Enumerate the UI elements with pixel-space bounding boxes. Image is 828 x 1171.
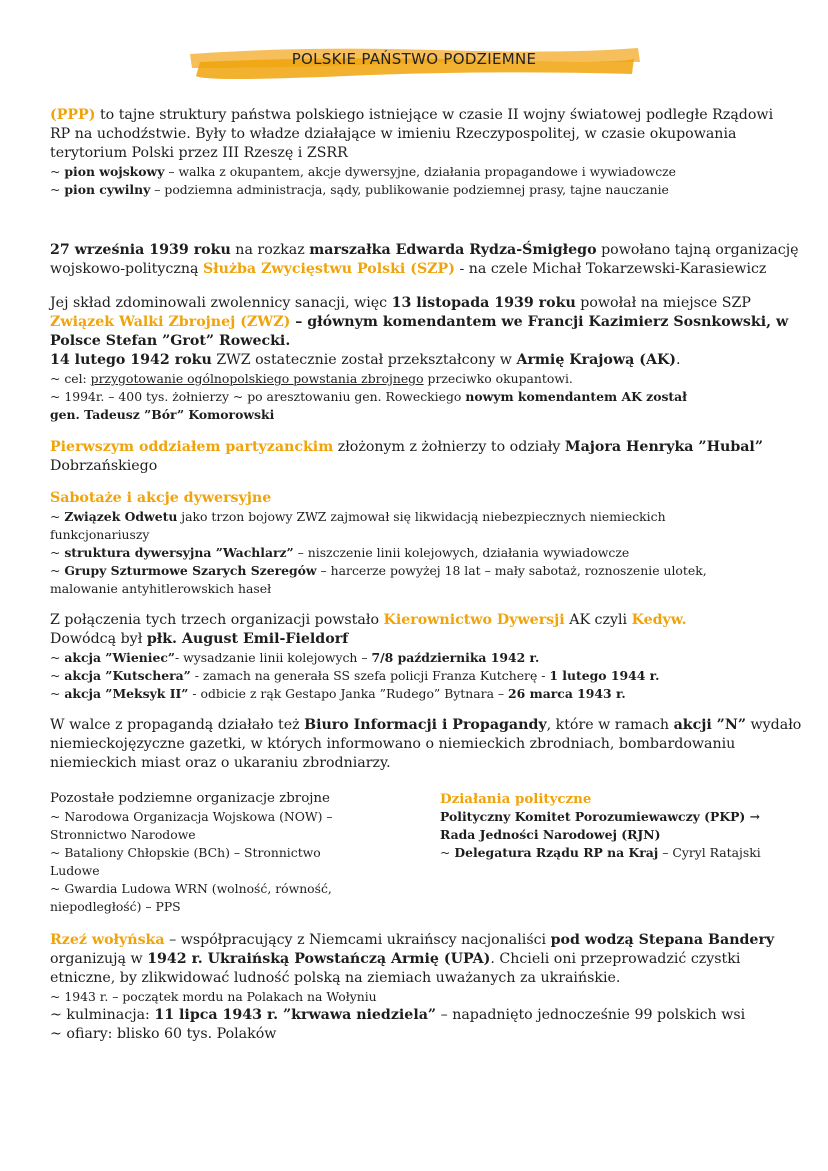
intro-military: ~ pion wojskowy – walka z okupantem, akcje dywersyjne, działania propagandowe i wywiadowcze bbox=[50, 164, 676, 179]
intro-section bbox=[50, 106, 785, 199]
kedyw-section: Z połączenia tych trzech organizacji powstało Kierownictwo Dywersji AK czyli Kedyw. Dowódcą był płk. August Emil-Fieldorf ~ akcja ”Wieniec”- wysadzanie linii kolejowych – 7/8 października 1942 r. ~ akcja ”Kutschera” - zamach na generała SS szefa policji Franza Kutcherę - 1 lutego 1944 r. ~ akcja ”Meksyk II” - odbicie z rąk Gestapo Janka ”Rudego” Bytnara – 26 marca 1943 r. bbox=[50, 612, 687, 701]
partisans-section: Pierwszym oddziałem partyzanckim złożonym z żołnierzy to odziały Majora Henryka ”Hubal” Dobrzańskiego bbox=[50, 439, 763, 474]
other-orgs-section: Pozostałe podziemne organizacje zbrojne ~ Narodowa Organizacja Wojskowa (NOW) – Stronnictwo Narodowe ~ Bataliony Chłopskie (BCh) – Stronnictwo Ludowe ~ Gwardia Ludowa WRN (wolność, równość, niepodległość) – PPS bbox=[50, 790, 410, 916]
section-heading: Sabotaże i akcje dywersyjne bbox=[50, 490, 272, 506]
intro-civil: ~ pion cywilny – podziemna administracja, sądy, publikowanie podziemnej prasy, tajne nauczanie bbox=[50, 182, 669, 197]
section-heading: Działania polityczne bbox=[440, 791, 592, 807]
volhynia-section: Rzeź wołyńska – współpracujący z Niemcami ukraińscy nacjonaliści pod wodzą Stepana Bandery organizują w 1942 r. Ukraińską Powstańczą Armię (UPA). Chcieli oni przeprowadzić czystki etniczne, by zlikwidować ludność polską na ziemiach uważanych za ukraińskie. ~ 1943 r. – początek mordu na Polakach na Wołyniu ~ kulminacja: 11 lipca 1943 r. ”krwawa niedziela” – napadnięto jednocześnie 99 polskich wsi ~ ofiary: blisko 60 tys. Polaków bbox=[50, 932, 775, 1042]
zwz-section: Jej skład zdominowali zwolennicy sanacji, więc 13 listopada 1939 roku powołał na miejsce SZP Związek Walki Zbrojnej (ZWZ) – głównym komendantem we Francji Kazimierz Sosnkowski, w Polsce Stefan ”Grot” Rowecki. 14 lutego 1942 roku ZWZ ostatecznie został przekształcony w Armię Krajową (AK). ~ cel: przygotowanie ogólnopolskiego powstania zbrojnego przeciwko okupantowi. ~ 1994r. – 400 tys. żołnierzy ~ po aresztowaniu gen. Roweckiego nowym komendantem AK został gen. Tadeusz ”Bór” Komorowski bbox=[50, 295, 789, 422]
bip-section: W walce z propagandą działało też Biuro Informacji i Propagandy, które w ramach akcji ”N” wydało niemieckojęzyczne gazetki, w których informowano o niemieckich zbrodniach, bombardowaniu niemieckich miast oraz o ukaraniu zbrodniarzy. bbox=[50, 717, 802, 771]
intro-line-1: (PPP) to tajne struktury państwa polskiego istniejące w czasie II wojny światowej podległe Rządowi bbox=[50, 107, 774, 123]
sabotage-section: Sabotaże i akcje dywersyjne ~ Związek Odwetu jako trzon bojowy ZWZ zajmował się likwidacją niebezpiecznych niemieckich funkcjonariuszy ~ struktura dywersyjna ”Wachlarz” – niszczenie linii kolejowych, działania wywiadowcze ~ Grupy Szturmowe Szarych Szeregów – harcerze powyżej 18 lat – mały sabotaż, roznoszenie ulotek, malowanie antyhitlerowskich haseł bbox=[50, 489, 785, 598]
intro-line-3: terytorium Polski przez III Rzeszę i ZSRR bbox=[50, 145, 348, 161]
section-heading: Pozostałe podziemne organizacje zbrojne bbox=[50, 791, 330, 806]
szp-section: 27 września 1939 roku na rozkaz marszałka Edwarda Rydza-Śmigłego powołano tajną organizację wojskowo-polityczną Służba Zwycięstwu Polski (SZP) - na czele Michał Tokarzewski-Karasiewicz bbox=[50, 242, 799, 277]
title-banner bbox=[186, 44, 642, 80]
political-section: Działania polityczne Polityczny Komitet Porozumiewawczy (PKP) → Rada Jedności Narodowej (RJN) ~ Delegatura Rządu RP na Kraj – Cyryl Ratajski bbox=[440, 790, 800, 862]
page-title: POLSKIE PAŃSTWO PODZIEMNE bbox=[291, 50, 537, 68]
intro-line-2: RP na uchodźstwie. Były to władze działające w imieniu Rzeczypospolitej, w czasie okupowania bbox=[50, 126, 737, 142]
